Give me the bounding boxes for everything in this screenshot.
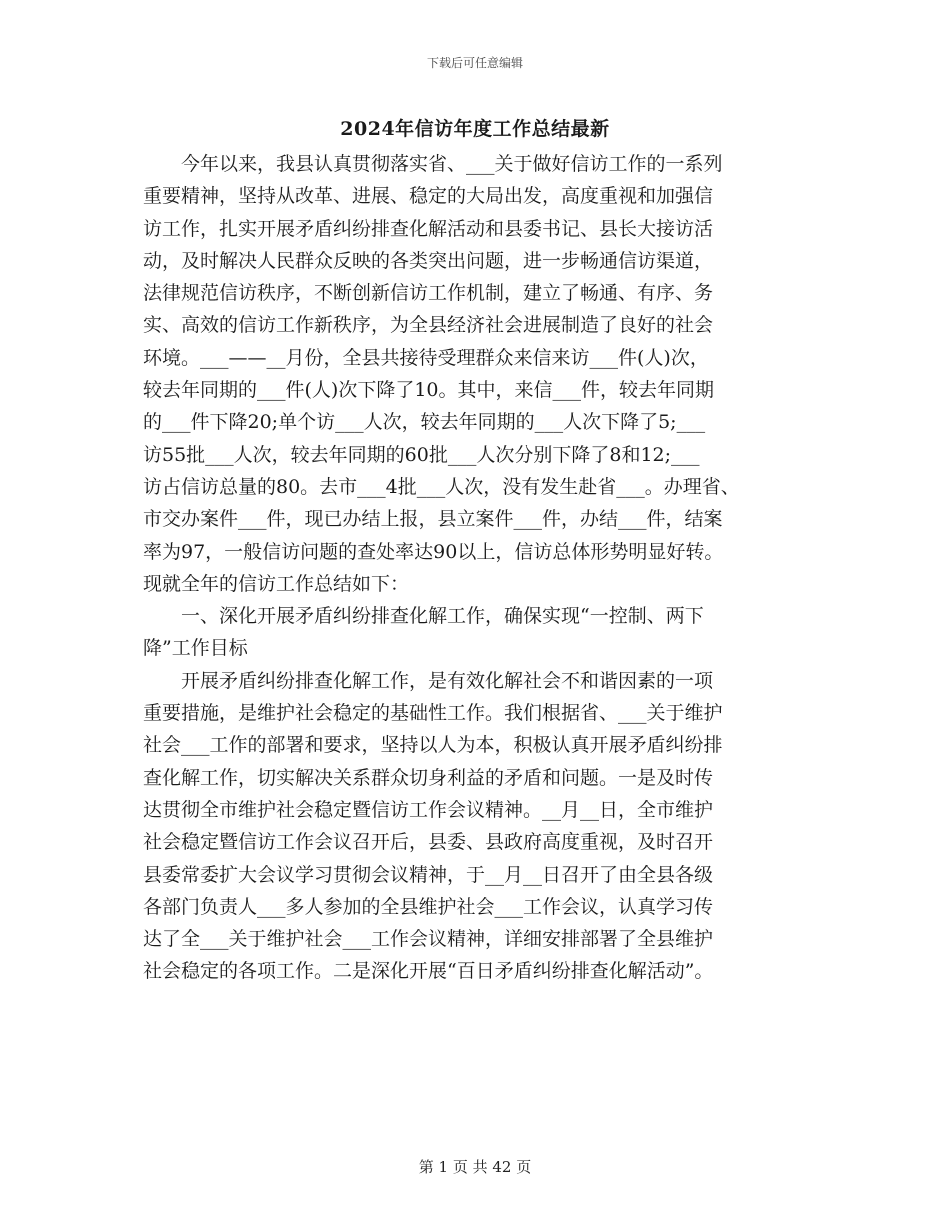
body-line: 较去年同期的___件(人)次下降了10。其中，来信___件，较去年同期 [143,379,715,402]
body-line: 访占信访总量的80。去市___4批___人次，没有发生赴省___。办理省、 [143,475,740,498]
document-body [143,148,833,988]
body-line: 达了全___关于维护社会___工作会议精神，详细安排部署了全县维护 [143,928,714,951]
body-line: 法律规范信访秩序，不断创新信访工作机制，建立了畅通、有序、务 [143,282,714,305]
body-line: 重要措施，是维护社会稳定的基础性工作。我们根据省、___关于维护 [143,702,723,725]
page-number-footer: 第 1 页 共 42 页 [418,1158,532,1176]
body-line: 查化解工作，切实解决关系群众切身利益的矛盾和问题。一是及时传 [143,766,714,789]
body-line: 访55批___人次，较去年同期的60批___人次分别下降了8和12;___ [143,443,700,466]
body-line: 访工作，扎实开展矛盾纠纷排查化解活动和县委书记、县长大接访活 [143,217,714,240]
body-line: 的___件下降20;单个访___人次，较去年同期的___人次下降了5;___ [143,411,706,434]
body-line: 社会稳定的各项工作。二是深化开展“百日矛盾纠纷排查化解活动”。 [143,960,714,983]
section-heading-line: 一、深化开展矛盾纠纷排查化解工作，确保实现“一控制、两下 [143,605,704,628]
body-line: 今年以来，我县认真贯彻落实省、___关于做好信访工作的一系列 [143,153,723,175]
body-line: 动，及时解决人民群众反映的各类突出问题，进一步畅通信访渠道， [143,249,714,272]
body-line: 社会稳定暨信访工作会议召开后，县委、县政府高度重视，及时召开 [143,831,714,854]
body-line: 市交办案件___件，现已办结上报，县立案件___件，办结___件，结案 [143,508,723,531]
body-line: 开展矛盾纠纷排查化解工作，是有效化解社会不和谐因素的一项 [143,669,714,692]
page-header-note: 下载后可任意编辑 [426,56,523,70]
body-line: 各部门负责人___多人参加的全县维护社会___工作会议，认真学习传 [143,895,714,918]
body-line: 现就全年的信访工作总结如下： [143,572,410,595]
body-line: 县委常委扩大会议学习贯彻会议精神，于__月__日召开了由全县各级 [143,863,714,886]
body-line: 实、高效的信访工作新秩序，为全县经济社会进展制造了良好的社会 [143,314,714,337]
body-line: 环境。___——__月份，全县共接待受理群众来信来访___件(人)次， [143,346,709,369]
body-line: 率为97，一般信访问题的查处率达90以上，信访总体形势明显好转。 [143,540,724,563]
body-line: 社会___工作的部署和要求，坚持以人为本，积极认真开展矛盾纠纷排 [143,734,723,757]
document-title: 2024年信访年度工作总结最新 [340,118,610,140]
section-heading-line: 降”工作目标 [143,637,248,660]
body-line: 重要精神，坚持从改革、进展、稳定的大局出发，高度重视和加强信 [143,185,714,208]
body-line: 达贯彻全市维护社会稳定暨信访工作会议精神。__月__日，全市维护 [143,798,714,821]
